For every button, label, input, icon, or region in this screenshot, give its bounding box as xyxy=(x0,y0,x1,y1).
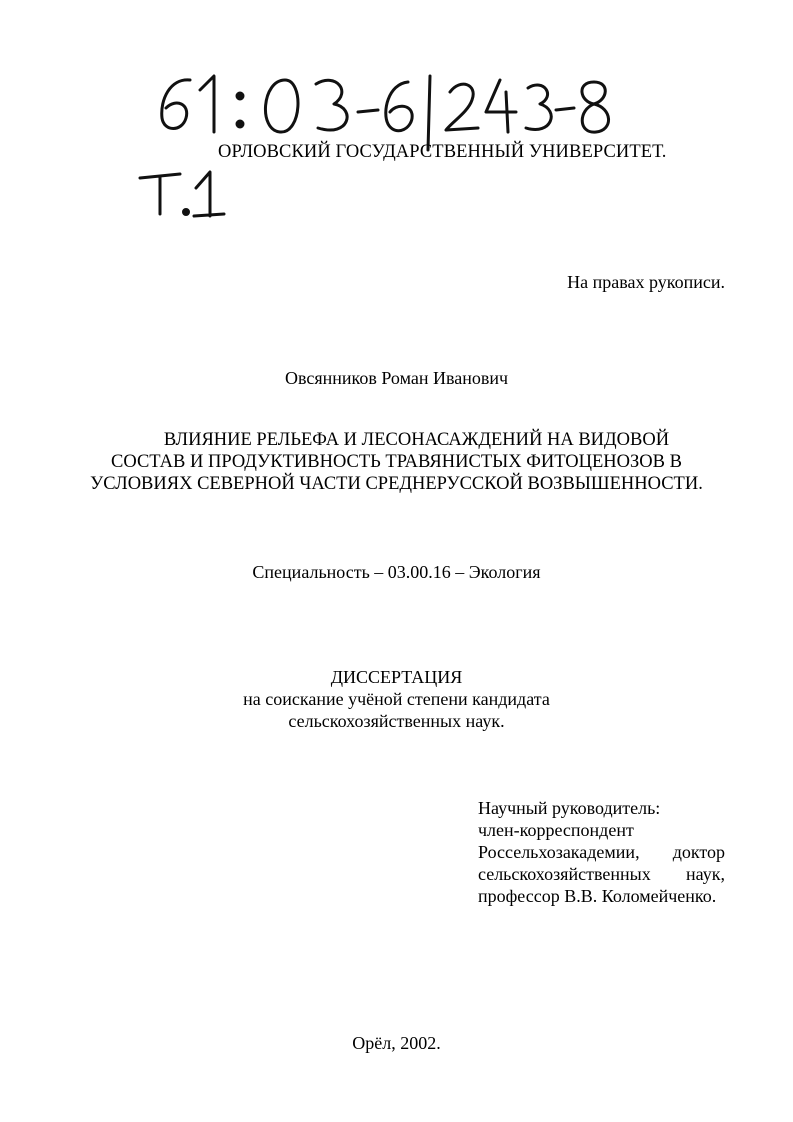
hw-dash-2 xyxy=(556,108,574,110)
dissertation-title xyxy=(0,429,793,495)
hw-letter-T xyxy=(140,174,180,214)
author-name: Овсянников Роман Иванович xyxy=(284,368,509,388)
hw-digit-0 xyxy=(265,80,298,132)
supervisor-line-3-a: сельскохозяйственных xyxy=(478,864,651,884)
hw-digit-3b xyxy=(526,85,551,129)
hw-dot xyxy=(184,210,189,215)
specialty: Специальность – 03.00.16 – Экология xyxy=(252,562,541,582)
title-line-3: УСЛОВИЯХ СЕВЕРНОЙ ЧАСТИ СРЕДНЕРУССКОЙ ВОЗВЫШЕННОСТИ. xyxy=(90,474,703,494)
hw-digit-2 xyxy=(446,84,478,130)
university-name: ОРЛОВСКИЙ ГОСУДАРСТВЕННЫЙ УНИВЕРСИТЕТ. xyxy=(218,142,667,162)
supervisor-line-2-a: Россельхозакадемии, xyxy=(478,842,640,862)
dissertation-heading: ДИССЕРТАЦИЯ xyxy=(330,667,463,687)
hw-digit-6b xyxy=(386,82,412,131)
supervisor-label: Научный руководитель: xyxy=(478,798,661,818)
supervisor-line-2 xyxy=(478,841,725,863)
supervisor-line-4: профессор В.В. Коломейченко. xyxy=(478,886,717,906)
field-line: сельскохозяйственных наук. xyxy=(288,711,505,731)
hw-digit-1 xyxy=(200,76,214,132)
handwritten-annotation xyxy=(0,0,793,260)
city-year: Орёл, 2002. xyxy=(352,1033,441,1053)
hw-digit-4 xyxy=(486,80,516,132)
hw-digit-1-volume xyxy=(194,172,224,216)
supervisor-line-3 xyxy=(478,863,725,885)
supervisor-line-2-b: доктор xyxy=(672,842,725,862)
degree-line: на соискание учёной степени кандидата xyxy=(243,689,550,709)
hw-digit-6 xyxy=(162,80,190,129)
hw-digit-3 xyxy=(316,80,347,130)
hw-dash-1 xyxy=(358,110,378,112)
title-line-2: СОСТАВ И ПРОДУКТИВНОСТЬ ТРАВЯНИСТЫХ ФИТОЦЕНОЗОВ В xyxy=(111,452,682,472)
title-line-1: ВЛИЯНИЕ РЕЛЬЕФА И ЛЕСОНАСАЖДЕНИЙ НА ВИДОВОЙ xyxy=(163,430,670,450)
supervisor-line-3-b: наук, xyxy=(686,864,725,884)
hw-slash xyxy=(428,76,430,150)
hw-digit-8 xyxy=(582,82,609,132)
supervisor-line-1: член-корреспондент xyxy=(478,820,634,840)
hw-colon-top xyxy=(237,93,243,99)
supervisor-block xyxy=(478,797,725,907)
manuscript-note: На правах рукописи. xyxy=(567,272,725,292)
hw-colon-bottom xyxy=(237,121,243,127)
